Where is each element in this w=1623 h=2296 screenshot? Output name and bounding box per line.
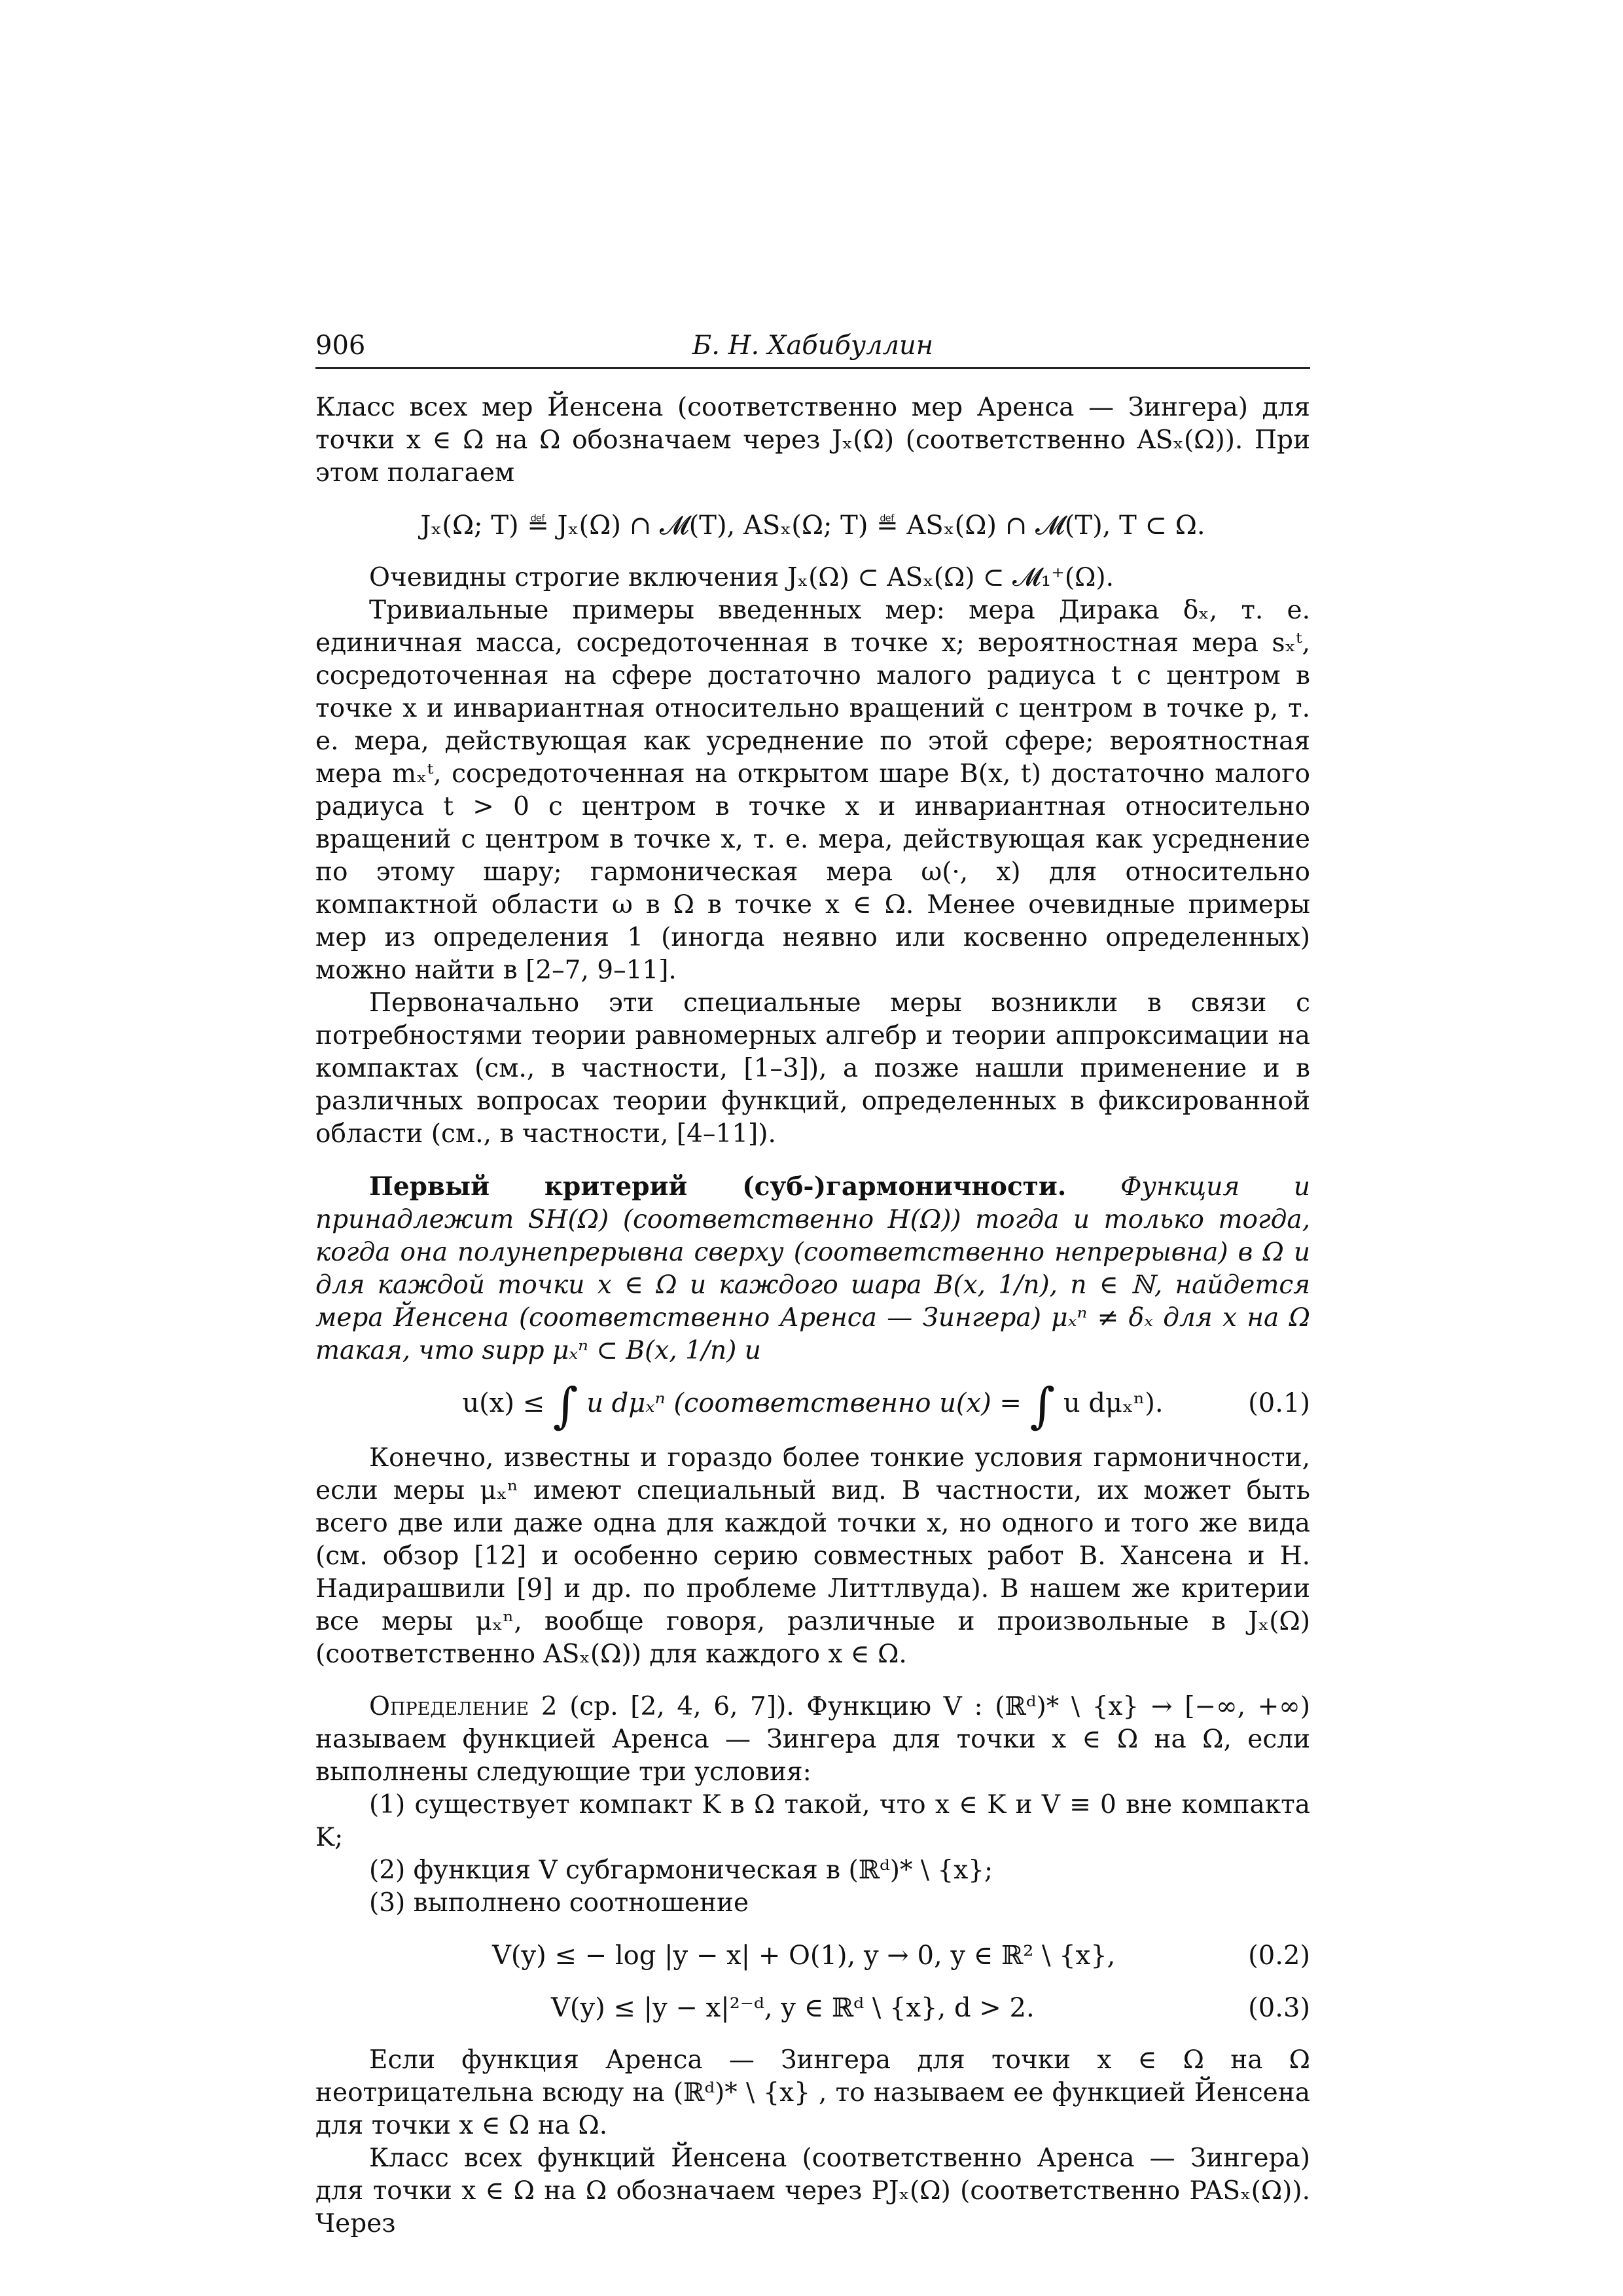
equation-0-2 <box>315 1939 1310 1972</box>
theorem-text: Функция u принадлежит SH(Ω) (соответственно H(Ω)) тогда и только тогда, когда она полунепрерывна сверху (соответственно непрерывна) в Ω и для каждой точки x ∈ Ω и каждого шара B(x, 1/n), n ∈ ℕ, найдется мера Йенсена (соответственно Аренса — Зингера) μₓⁿ ≠ δₓ для x на Ω такая, что supp μₓⁿ ⊂ B(x, 1/n) и <box>315 1172 1310 1365</box>
eq01-right: u dμₓⁿ). <box>1063 1388 1164 1418</box>
page <box>315 331 1310 2240</box>
definition-2 <box>315 1691 1310 1789</box>
list-item: (3) выполнено соотношение <box>369 1888 749 1918</box>
running-author: Б. Н. Хабибуллин <box>692 331 934 361</box>
definition-label: Определение 2 <box>369 1692 558 1721</box>
integral-sign-2: ∫ <box>1029 1378 1056 1434</box>
equation-number-0-1: (0.1) <box>1248 1388 1310 1418</box>
running-header <box>315 331 1310 369</box>
definition-text: (ср. [2, 4, 6, 7]). Функцию V : (ℝᵈ)* \ {x} → [−∞, +∞) называем функцией Аренса — Зингера для точки x ∈ Ω на Ω, если выполнены следующие три условия: <box>315 1692 1311 1787</box>
paragraph-inclusions: Очевидны строгие включения Jₓ(Ω) ⊂ ASₓ(Ω) ⊂ 𝓜₁⁺(Ω). <box>369 563 1115 592</box>
equation-number-0-3: (0.3) <box>1248 1993 1310 2023</box>
eq03-body: V(y) ≤ |y − x|²⁻ᵈ, y ∈ ℝᵈ \ {x}, d > 2. <box>551 1993 1035 2023</box>
integral-sign-1: ∫ <box>552 1378 579 1434</box>
paragraph-origin: Первоначально эти специальные меры возникли в связи с потребностями теории равномерных алгебр и теории аппроксимации на компактах (см., в частности, [1–3]), а позже нашли применение и в различных вопросах теории функций, определенных в фиксированной области (см., в частности, [4–11]). <box>315 988 1310 1149</box>
paragraph-function-class: Класс всех функций Йенсена (соответственно Аренса — Зингера) для точки x ∈ Ω на Ω обозначаем через PJₓ(Ω) (соответственно PASₓ(Ω)). Через <box>315 2144 1310 2238</box>
theorem-title: Первый критерий (суб-)гармоничности. <box>369 1172 1067 1202</box>
eq01-left: u(x) ≤ <box>462 1388 545 1418</box>
page-number: 906 <box>315 331 366 361</box>
equation-0-3 <box>315 1992 1310 2024</box>
paragraph-jensen-function: Если функция Аренса — Зингера для точки x ∈ Ω на Ω неотрицательна всюду на (ℝᵈ)* \ {x} , то называем ее функцией Йенсена для точки x ∈ Ω на Ω. <box>315 2045 1310 2140</box>
equation-number-0-2: (0.2) <box>1248 1941 1310 1971</box>
list-item: (1) существует компакт K в Ω такой, что x ∈ K и V ≡ 0 вне компакта K; <box>315 1790 1310 1852</box>
conditions-list <box>315 1789 1310 1920</box>
eq01-mid: u dμₓⁿ (соответственно u(x) = <box>586 1388 1022 1418</box>
paragraph-jensen-class: Класс всех мер Йенсена (соответственно мер Аренса — Зингера) для точки x ∈ Ω на Ω обозначаем через Jₓ(Ω) (соответственно ASₓ(Ω)). При этом полагаем <box>315 393 1310 488</box>
equation-0-1 <box>315 1378 1310 1434</box>
theorem-criterion <box>315 1170 1310 1367</box>
equation-def: Jₓ(Ω; T) ≝ Jₓ(Ω) ∩ 𝓜(T), ASₓ(Ω; T) ≝ ASₓ(Ω) ∩ 𝓜(T), T ⊂ Ω. <box>420 511 1205 541</box>
paragraph-harmonicity: Конечно, известны и гораздо более тонкие условия гармоничности, если меры μₓⁿ имеют специальный вид. В частности, их может быть всего две или даже одна для каждой точки x, но одного и того же вида (см. обзор [12] и особенно серию совместных работ В. Хансена и Н. Надирашвили [9] и др. по проблеме Литтлвуда). В нашем же критерии все меры μₓⁿ, вообще говоря, различные и произвольные в Jₓ(Ω) (соответственно ASₓ(Ω)) для каждого x ∈ Ω. <box>315 1443 1310 1669</box>
list-item: (2) функция V субгармоническая в (ℝᵈ)* \ {x}; <box>369 1856 993 1885</box>
paragraph-examples: Тривиальные примеры введенных мер: мера Дирака δₓ, т. е. единичная масса, сосредоточенная в точке x; вероятностная мера sₓᵗ, сосредоточенная на сфере достаточно малого радиуса t с центром в точке x и инвариантная относительно вращений с центром в точке p, т. е. мера, действующая как усреднение по этой сфере; вероятностная мера mₓᵗ, сосредоточенная на открытом шаре B(x, t) достаточно малого радиуса t > 0 с центром в точке x и инвариантная относительно вращений с центром в точке x, т. е. мера, действующая как усреднение по этому шару; гармоническая мера ω(·, x) для относительно компактной области ω в Ω в точке x ∈ Ω. Менее очевидные примеры мер из определения 1 (иногда неявно или косвенно определенных) можно найти в [2–7, 9–11]. <box>315 596 1310 985</box>
eq02-body: V(y) ≤ − log |y − x| + O(1), y → 0, y ∈ ℝ² \ {x}, <box>492 1941 1116 1971</box>
